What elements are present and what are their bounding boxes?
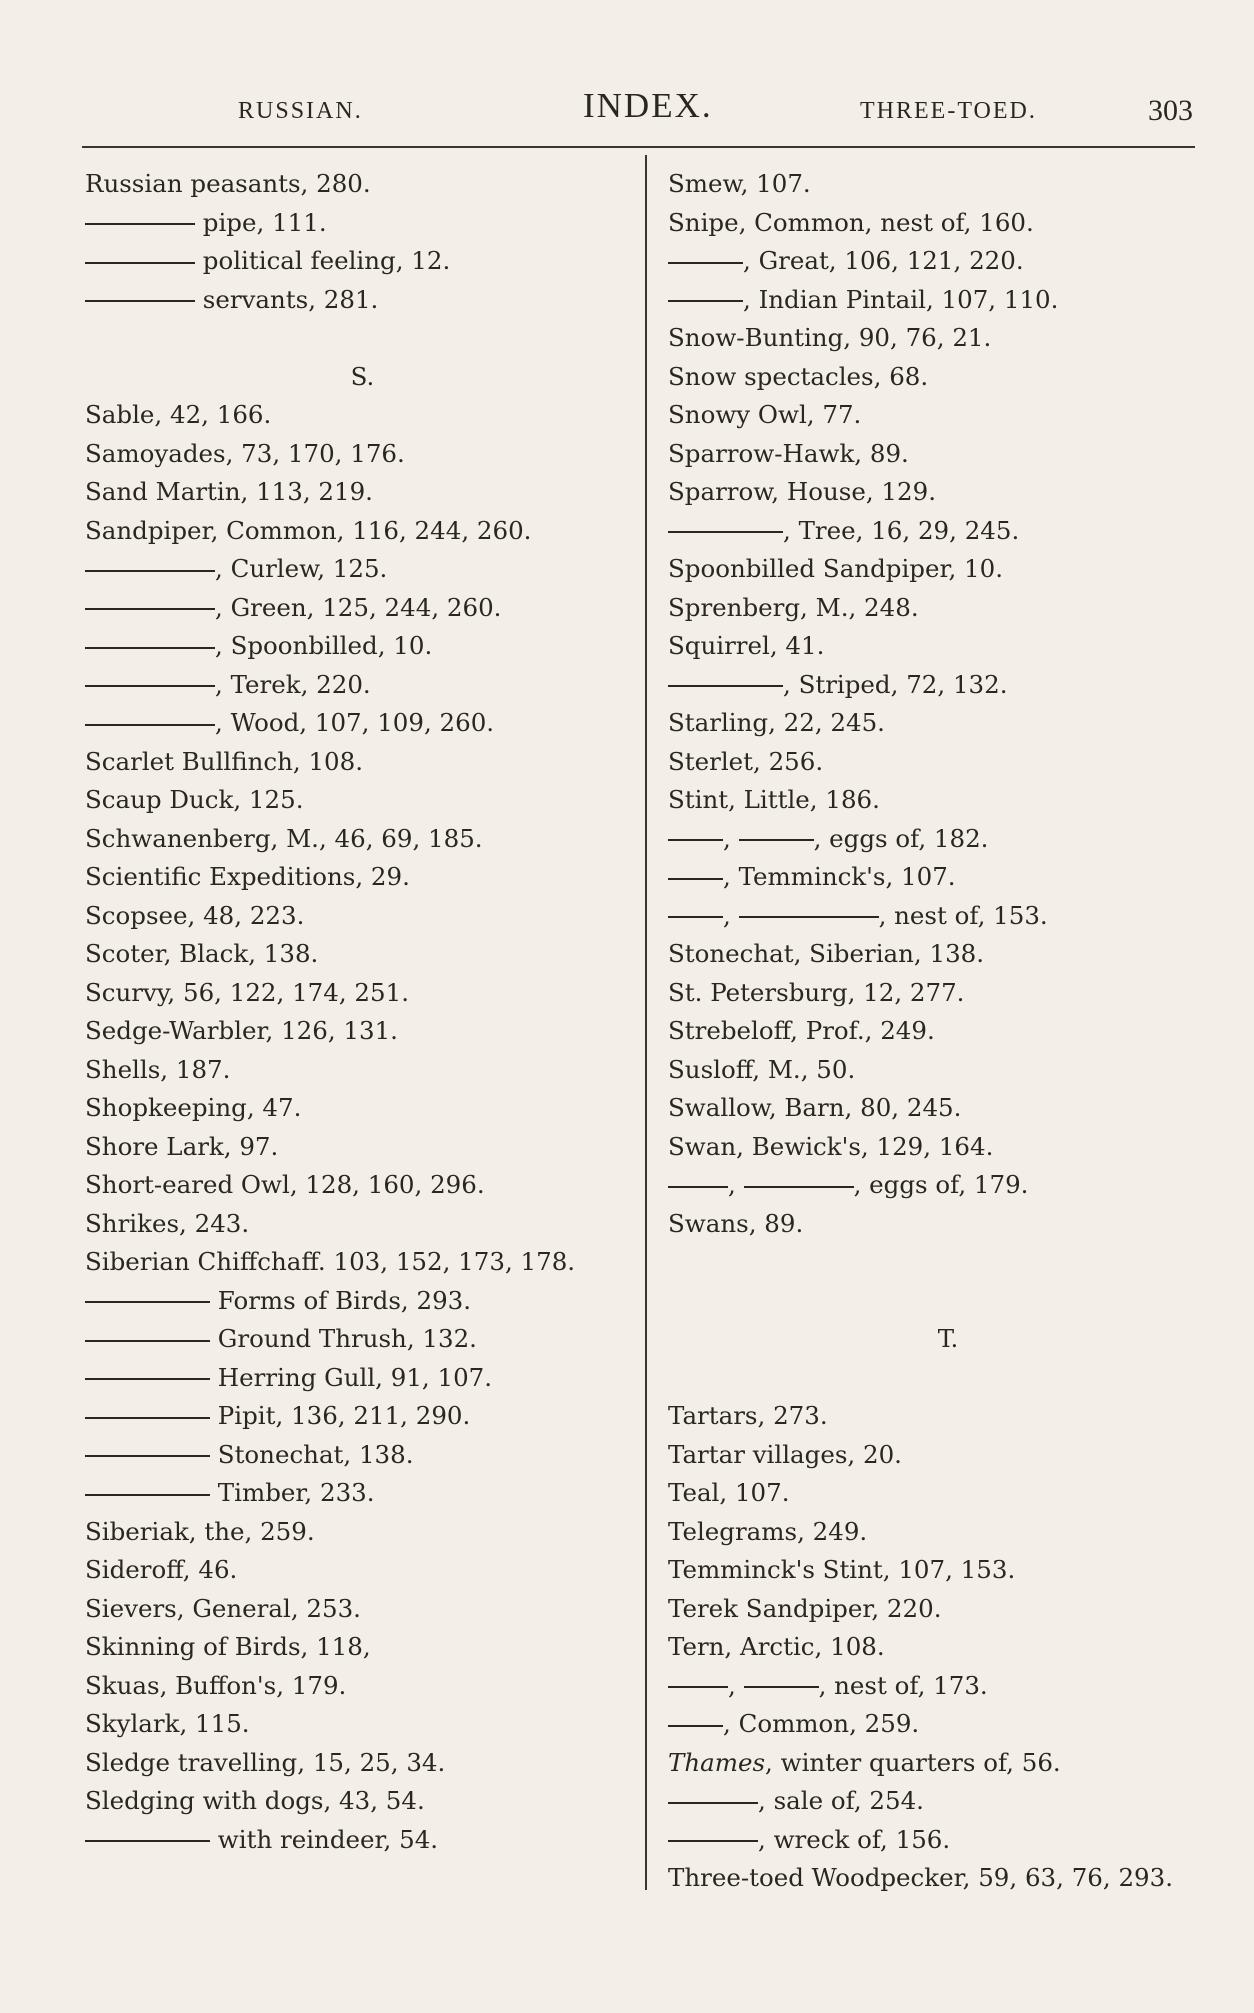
entry-text: Sideroff, 46.: [85, 1555, 238, 1584]
entry-text: , Common, 259.: [723, 1709, 920, 1738]
index-entry: [668, 1551, 1228, 1590]
ditto-separator: ,: [728, 1670, 744, 1700]
index-entry: [668, 473, 1228, 512]
index-entry: [668, 1436, 1228, 1475]
index-entry: [668, 512, 1228, 551]
ditto-dash: [668, 878, 723, 880]
ditto-dash: [668, 300, 743, 302]
entry-text: , Curlew, 125.: [215, 554, 388, 583]
entry-text: , Striped, 72, 132.: [783, 669, 1008, 699]
index-entry: [85, 1667, 640, 1706]
index-entry: [85, 820, 640, 859]
index-entry: [85, 1089, 640, 1128]
entry-text: Sievers, General, 253.: [85, 1593, 361, 1623]
entry-text: Teal, 107.: [668, 1478, 790, 1507]
entry-text: Stint, Little, 186.: [668, 785, 880, 814]
entry-text: Snow spectacles, 68.: [668, 361, 929, 391]
index-entry: [85, 1012, 640, 1051]
index-entry: [85, 550, 640, 589]
index-entry: [85, 1051, 640, 1090]
index-entry: [668, 858, 1228, 897]
index-entry: [85, 435, 640, 474]
entry-text: Squirrel, 41.: [668, 631, 825, 660]
ditto-dash: [668, 839, 723, 841]
entry-text: Tartar villages, 20.: [668, 1439, 902, 1469]
ditto-dash: [85, 1494, 210, 1496]
index-entry: [668, 1012, 1228, 1051]
index-entry: [668, 435, 1228, 474]
index-column-right: [668, 165, 1228, 1898]
index-entry: [668, 1166, 1228, 1205]
running-head-title: INDEX.: [583, 86, 713, 125]
index-entry: [85, 1397, 640, 1436]
index-entry: [85, 396, 640, 435]
entry-text: Temminck's Stint, 107, 153.: [668, 1555, 1016, 1584]
entry-text: Timber, 233.: [210, 1478, 375, 1507]
entry-text: Pipit, 136, 211, 290.: [210, 1401, 471, 1430]
entry-text: Starling, 22, 245.: [668, 708, 885, 737]
ditto-dash: [85, 608, 215, 610]
italic-term: Thames: [668, 1747, 766, 1777]
entry-text: Tern, Arctic, 108.: [668, 1632, 885, 1661]
index-entry: [668, 358, 1228, 397]
index-entry: [85, 1513, 640, 1552]
index-entry: [668, 1821, 1228, 1860]
index-entry: [85, 743, 640, 782]
index-entry: [668, 1089, 1228, 1128]
entry-text: Scopsee, 48, 223.: [85, 900, 305, 930]
entry-text: Sparrow-Hawk, 89.: [668, 438, 909, 468]
ditto-dash: [85, 223, 195, 225]
index-entry: [85, 589, 640, 628]
index-entry: [668, 743, 1228, 782]
entry-text: Tartars, 273.: [668, 1401, 828, 1430]
index-entry: [85, 1705, 640, 1744]
entry-text: Sable, 42, 166.: [85, 400, 272, 429]
index-entry: [668, 1590, 1228, 1629]
running-head-left: RUSSIAN.: [238, 98, 363, 124]
entry-text: Stonechat, 138.: [210, 1439, 414, 1469]
index-entry: [668, 281, 1228, 320]
index-entry: [85, 1243, 640, 1282]
entry-text: Sterlet, 256.: [668, 746, 824, 776]
entry-text: Samoyades, 73, 170, 176.: [85, 438, 405, 468]
index-entry: [668, 1513, 1228, 1552]
entry-text: Terek Sandpiper, 220.: [668, 1593, 942, 1623]
index-entry: [668, 704, 1228, 743]
entry-text: Schwanenberg, M., 46, 69, 185.: [85, 823, 483, 853]
blank-line: [668, 1282, 1228, 1321]
index-entry: [668, 1667, 1228, 1706]
entry-text: Sledge travelling, 15, 25, 34.: [85, 1747, 446, 1777]
index-entry: [85, 1128, 640, 1167]
header-rule: [82, 146, 1195, 148]
index-entry: [668, 1782, 1228, 1821]
ditto-dash: [668, 1186, 728, 1188]
ditto-separator: ,: [728, 1170, 744, 1199]
index-entry: [668, 396, 1228, 435]
entry-text: Snowy Owl, 77.: [668, 400, 862, 429]
entry-text: political feeling, 12.: [195, 246, 451, 275]
ditto-dash: [85, 570, 215, 572]
blank-line: [668, 1359, 1228, 1398]
running-head-right: THREE-TOED.: [860, 98, 1037, 124]
index-entry: [85, 1474, 640, 1513]
index-entry: [85, 1551, 640, 1590]
entry-text: Shore Lark, 97.: [85, 1131, 279, 1161]
entry-text: Sedge-Warbler, 126, 131.: [85, 1016, 398, 1045]
index-entry: [85, 1782, 640, 1821]
entry-text: Strebeloff, Prof., 249.: [668, 1016, 935, 1045]
entry-text: Scarlet Bullfinch, 108.: [85, 746, 363, 776]
entry-text: Swans, 89.: [668, 1208, 804, 1238]
page-header: [0, 86, 1254, 152]
ditto-dash: [668, 262, 743, 264]
ditto-separator: ,: [723, 823, 739, 853]
ditto-dash: [85, 1378, 210, 1380]
entry-text: Short-eared Owl, 128, 160, 296.: [85, 1170, 485, 1199]
entry-text: , nest of, 153.: [878, 900, 1048, 930]
ditto-dash: [85, 1340, 210, 1342]
index-entry: [668, 1705, 1228, 1744]
index-entry: [668, 1128, 1228, 1167]
index-entry: [668, 1744, 1228, 1783]
entry-text: servants, 281.: [195, 284, 379, 314]
index-entry: [668, 550, 1228, 589]
index-entry: [668, 1051, 1228, 1090]
ditto-dash: [739, 916, 879, 918]
entry-text: , Tree, 16, 29, 245.: [783, 515, 1020, 545]
entry-text: , nest of, 173.: [818, 1670, 988, 1700]
ditto-dash: [668, 1725, 723, 1727]
entry-text: St. Petersburg, 12, 277.: [668, 977, 965, 1007]
entry-text: Sledging with dogs, 43, 54.: [85, 1786, 425, 1815]
index-entry: [668, 1205, 1228, 1244]
ditto-dash: [744, 1186, 854, 1188]
page-number: 303: [1148, 94, 1193, 127]
index-entry: [85, 281, 640, 320]
entry-text: Skinning of Birds, 118,: [85, 1632, 371, 1661]
index-entry: [668, 935, 1228, 974]
index-entry: [668, 1474, 1228, 1513]
entry-text: Swan, Bewick's, 129, 164.: [668, 1131, 994, 1161]
entry-text: , Green, 125, 244, 260.: [215, 592, 502, 622]
ditto-dash: [85, 300, 195, 302]
entry-text: Scientific Expeditions, 29.: [85, 862, 410, 891]
entry-text: , winter quarters of, 56.: [765, 1747, 1061, 1777]
ditto-dash: [668, 916, 723, 918]
entry-text: , Wood, 107, 109, 260.: [215, 708, 495, 737]
entry-text: Siberiak, the, 259.: [85, 1516, 315, 1546]
entry-text: Susloff, M., 50.: [668, 1054, 856, 1084]
entry-text: Shells, 187.: [85, 1054, 231, 1084]
index-entry: [85, 1166, 640, 1205]
entry-text: with reindeer, 54.: [210, 1824, 439, 1854]
index-entry: [668, 204, 1228, 243]
entry-text: Sparrow, House, 129.: [668, 477, 936, 506]
index-entry: [85, 858, 640, 897]
index-entry: [668, 974, 1228, 1013]
ditto-dash: [85, 647, 215, 649]
index-entry: [85, 1744, 640, 1783]
index-column-left: [85, 165, 640, 1859]
index-entry: [668, 627, 1228, 666]
index-entry: [85, 1590, 640, 1629]
entry-text: Shopkeeping, 47.: [85, 1093, 302, 1122]
entry-text: , Indian Pintail, 107, 110.: [743, 284, 1059, 314]
index-entry: [85, 165, 640, 204]
ditto-dash: [85, 724, 215, 726]
index-entry: [85, 512, 640, 551]
entry-text: Skuas, Buffon's, 179.: [85, 1670, 347, 1700]
entry-text: Sand Martin, 113, 219.: [85, 477, 373, 506]
section-letter: T.: [937, 1324, 959, 1353]
entry-text: pipe, 111.: [195, 207, 327, 237]
ditto-dash: [85, 1455, 210, 1457]
ditto-dash: [85, 685, 215, 687]
index-entry: [668, 242, 1228, 281]
index-entry: [668, 820, 1228, 859]
index-entry: [85, 627, 640, 666]
entry-text: Scaup Duck, 125.: [85, 785, 304, 814]
index-entry: [85, 704, 640, 743]
entry-text: Spoonbilled Sandpiper, 10.: [668, 554, 1004, 583]
entry-text: , Temminck's, 107.: [723, 862, 956, 891]
ditto-dash: [668, 1686, 728, 1688]
entry-text: Ground Thrush, 132.: [210, 1324, 477, 1353]
entry-text: Snipe, Common, nest of, 160.: [668, 207, 1034, 237]
ditto-dash: [739, 839, 814, 841]
entry-text: , Spoonbilled, 10.: [215, 631, 433, 660]
index-entry: [668, 666, 1228, 705]
index-entry: [85, 1821, 640, 1860]
entry-text: Three-toed Woodpecker, 59, 63, 76, 293.: [668, 1863, 1174, 1892]
index-entry: [85, 1205, 640, 1244]
index-entry: [668, 1397, 1228, 1436]
blank-line: [85, 319, 640, 358]
entry-text: Scoter, Black, 138.: [85, 939, 319, 968]
entry-text: , Terek, 220.: [215, 669, 371, 699]
index-entry: [85, 473, 640, 512]
index-entry: [85, 1359, 640, 1398]
blank-line: [668, 1243, 1228, 1282]
index-entry: [85, 1628, 640, 1667]
entry-text: Herring Gull, 91, 107.: [210, 1362, 493, 1392]
entry-text: Shrikes, 243.: [85, 1208, 250, 1238]
ditto-dash: [668, 1840, 758, 1842]
column-divider: [645, 155, 647, 1890]
ditto-dash: [85, 262, 195, 264]
ditto-dash: [668, 1802, 758, 1804]
entry-text: Telegrams, 249.: [668, 1516, 868, 1546]
index-entry: [85, 897, 640, 936]
entry-text: Snow-Bunting, 90, 76, 21.: [668, 323, 992, 352]
entry-text: , Great, 106, 121, 220.: [743, 246, 1024, 275]
entry-text: Scurvy, 56, 122, 174, 251.: [85, 977, 409, 1007]
entry-text: Russian peasants, 280.: [85, 169, 371, 198]
index-entry: [85, 935, 640, 974]
index-entry: [668, 1628, 1228, 1667]
ditto-dash: [668, 685, 783, 687]
entry-text: Smew, 107.: [668, 169, 811, 198]
index-entry: [85, 974, 640, 1013]
index-entry: [668, 165, 1228, 204]
ditto-dash: [85, 1301, 210, 1303]
entry-text: Sprenberg, M., 248.: [668, 592, 919, 622]
index-entry: [668, 897, 1228, 936]
entry-text: Swallow, Barn, 80, 245.: [668, 1093, 962, 1122]
ditto-dash: [85, 1840, 210, 1842]
ditto-dash: [744, 1686, 819, 1688]
entry-text: Forms of Birds, 293.: [210, 1285, 472, 1315]
index-entry: [85, 1436, 640, 1475]
index-entry: [668, 781, 1228, 820]
index-entry: [85, 242, 640, 281]
index-entry: [668, 319, 1228, 358]
entry-text: Siberian Chiffchaff. 103, 152, 173, 178.: [85, 1247, 576, 1276]
entry-text: , wreck of, 156.: [758, 1824, 951, 1854]
entry-text: , eggs of, 179.: [853, 1170, 1029, 1199]
ditto-dash: [85, 1417, 210, 1419]
index-entry: [85, 1320, 640, 1359]
entry-text: , eggs of, 182.: [813, 823, 989, 853]
index-entry: [668, 1859, 1228, 1898]
section-letter: S.: [350, 361, 375, 391]
index-entry: [85, 666, 640, 705]
ditto-dash: [668, 531, 783, 533]
index-entry: [85, 1282, 640, 1321]
index-entry: [668, 589, 1228, 628]
entry-text: Sandpiper, Common, 116, 244, 260.: [85, 515, 532, 545]
entry-text: , sale of, 254.: [758, 1786, 924, 1815]
index-entry: [85, 204, 640, 243]
ditto-separator: ,: [723, 900, 739, 930]
entry-text: Skylark, 115.: [85, 1709, 250, 1738]
index-entry: [85, 781, 640, 820]
entry-text: Stonechat, Siberian, 138.: [668, 939, 985, 968]
